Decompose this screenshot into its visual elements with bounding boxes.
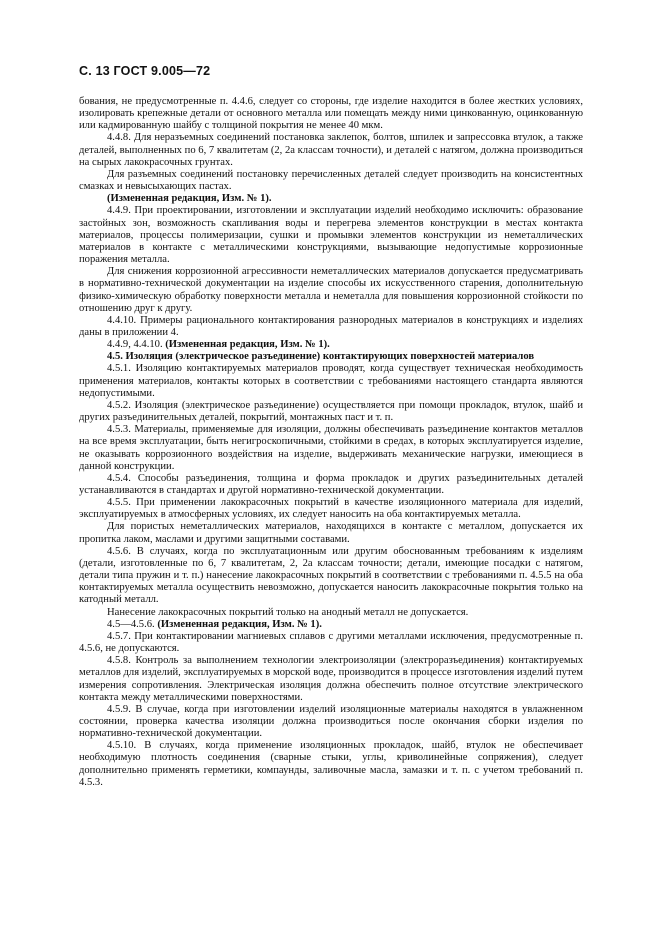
paragraph: 4.5.4. Способы разъединения, толщина и форма прокладок и других разъединительных деталей устанавливаются в стандартах и другой нормативно-технической документации.: [79, 472, 583, 496]
amendment-note: (Измененная редакция, Изм. № 1).: [107, 193, 272, 205]
document-body: [79, 96, 583, 789]
paragraph: Нанесение лакокрасочных покрытий только на анодный металл не допускается.: [107, 606, 469, 618]
paragraph: 4.5.6. В случаях, когда по эксплуатационным или другим обоснованным требованиям к изделиям (детали, изготовленные по 6, 7 квалитетам, 2, 2а классам точности; детали, имеющие посадки с натягом, детали типа пружин и т. п.) нанесение лакокрасочных покрытий в соответствии с требованиями п. 4.5.5 на оба контактируемых металла осуществить невозможно, допускается наносить лакокрасочные покрытия только на катодный металл.: [79, 545, 583, 606]
amendment-label: (Измененная редакция, Изм. № 1).: [165, 339, 330, 351]
section-heading: 4.5. Изоляция (электрическое разъединение) контактирующих поверхностей материалов: [107, 351, 535, 363]
paragraph: 4.5.7. При контактировании магниевых сплавов с другими металлами исключения, предусмотренные п. 4.5.6, не допускаются.: [79, 630, 583, 655]
paragraph: Для снижения коррозионной агрессивности неметаллических материалов допускается предусматривать в нормативно-технической документации на изделие способы их искусственного старения, дополнительную физико-химическую обработку поверхности металла и неметалла для повышения коррозионной стойкости по отношению друг к другу.: [79, 266, 583, 314]
amendment-label: (Измененная редакция, Изм. № 1).: [157, 618, 322, 630]
paragraph: 4.5.8. Контроль за выполнением технологии электроизоляции (электроразъединения) контактируемых металлов для изделий, эксплуатируемых в морской воде, производится в процессе изготовления изделий путем измерения сопротивления. Электрическая изоляция должна обеспечить полное отсутствие электрического контакта между металлическими поверхностями.: [79, 655, 583, 703]
paragraph: бования, не предусмотренные п. 4.4.6, следует со стороны, где изделие находится в более жестких условиях, изолировать крепежные детали от основного металла или помещать между ними цинкованную, оцинкованную или кадмированную шайбу с толщиной покрытия не менее 40 мкм.: [79, 96, 583, 132]
paragraph: 4.4.9. При проектировании, изготовлении и эксплуатации изделий необходимо исключить: образование застойных зон, возможность скапливания воды и перегрева элементов конструкции в местах контакта материалов, процессы полимеризации, сушки и промывки элементов конструкции из неметаллических материалов в контакте с металлическими конструкциями, вызывающие недопустимые коррозионные поражения металла.: [79, 205, 583, 266]
amendment-note: [79, 339, 583, 351]
paragraph: 4.5.10. В случаях, когда применение изоляционных прокладок, шайб, втулок не обеспечивает необходимую плотность соединения (сварные стыки, углы, криволинейные сопряжения), следует дополнительно применять герметики, компаунды, заливочные масла, замазки и т. п. с учетом требований п. 4.5.3.: [79, 740, 583, 788]
paragraph: 4.5.5. При применении лакокрасочных покрытий в качестве изоляционного материала для изделий, эксплуатируемых в атмосферных условиях, их следует наносить на оба контактируемых металла.: [79, 497, 583, 521]
amendment-ref: 4.5—4.5.6.: [107, 618, 158, 630]
amendment-ref: 4.4.9, 4.4.10.: [107, 339, 166, 351]
paragraph: 4.5.3. Материалы, применяемые для изоляции, должны обеспечивать разъединение контактов металлов на все время эксплуатации, быть негигроскопичными, стойкими в средах, в которых эксплуатируется изделие, не оказывать коррозионного воздействия на изделие, выдерживать механические нагрузки, имеющиеся в данной конструкции.: [79, 424, 583, 472]
paragraph: 4.5.1. Изоляцию контактируемых материалов проводят, когда существует техническая необходимость применения материалов, контакты которых в соответствии с требованиями настоящего стандарта являются недопустимыми.: [79, 363, 583, 399]
paragraph: 4.5.9. В случае, когда при изготовлении изделий изоляционные материалы находятся в увлажненном состоянии, проверка качества изоляции должна производиться после окончания сборки изделия по нормативно-технической документации.: [79, 703, 583, 740]
amendment-note: [79, 619, 583, 631]
paragraph: Для разъемных соединений постановку перечисленных деталей следует производить на консистентных смазках и невысыхающих пастах.: [79, 168, 583, 193]
paragraph: 4.5.2. Изоляция (электрическое разъединение) осуществляется при помощи прокладок, втулок, шайб и других разъединительных деталей, покрытий, монтажных паст и т. п.: [79, 399, 583, 424]
page-header: С. 13 ГОСТ 9.005—72: [79, 64, 211, 78]
paragraph: Для пористых неметаллических материалов, находящихся в контакте с металлом, допускается их пропитка лаком, маслами и другими защитными составами.: [79, 521, 583, 545]
paragraph: 4.4.8. Для неразъемных соединений постановка заклепок, болтов, шпилек и запрессовка втулок, а также деталей, выполненных по 6, 7 квалитетам (2, 2а классам точности), и деталей с натягом, должна производиться на сырых лакокрасочных грунтах.: [79, 132, 583, 168]
paragraph: 4.4.10. Примеры рационального контактирования разнородных материалов в конструкциях и изделиях даны в приложении 4.: [79, 314, 583, 338]
